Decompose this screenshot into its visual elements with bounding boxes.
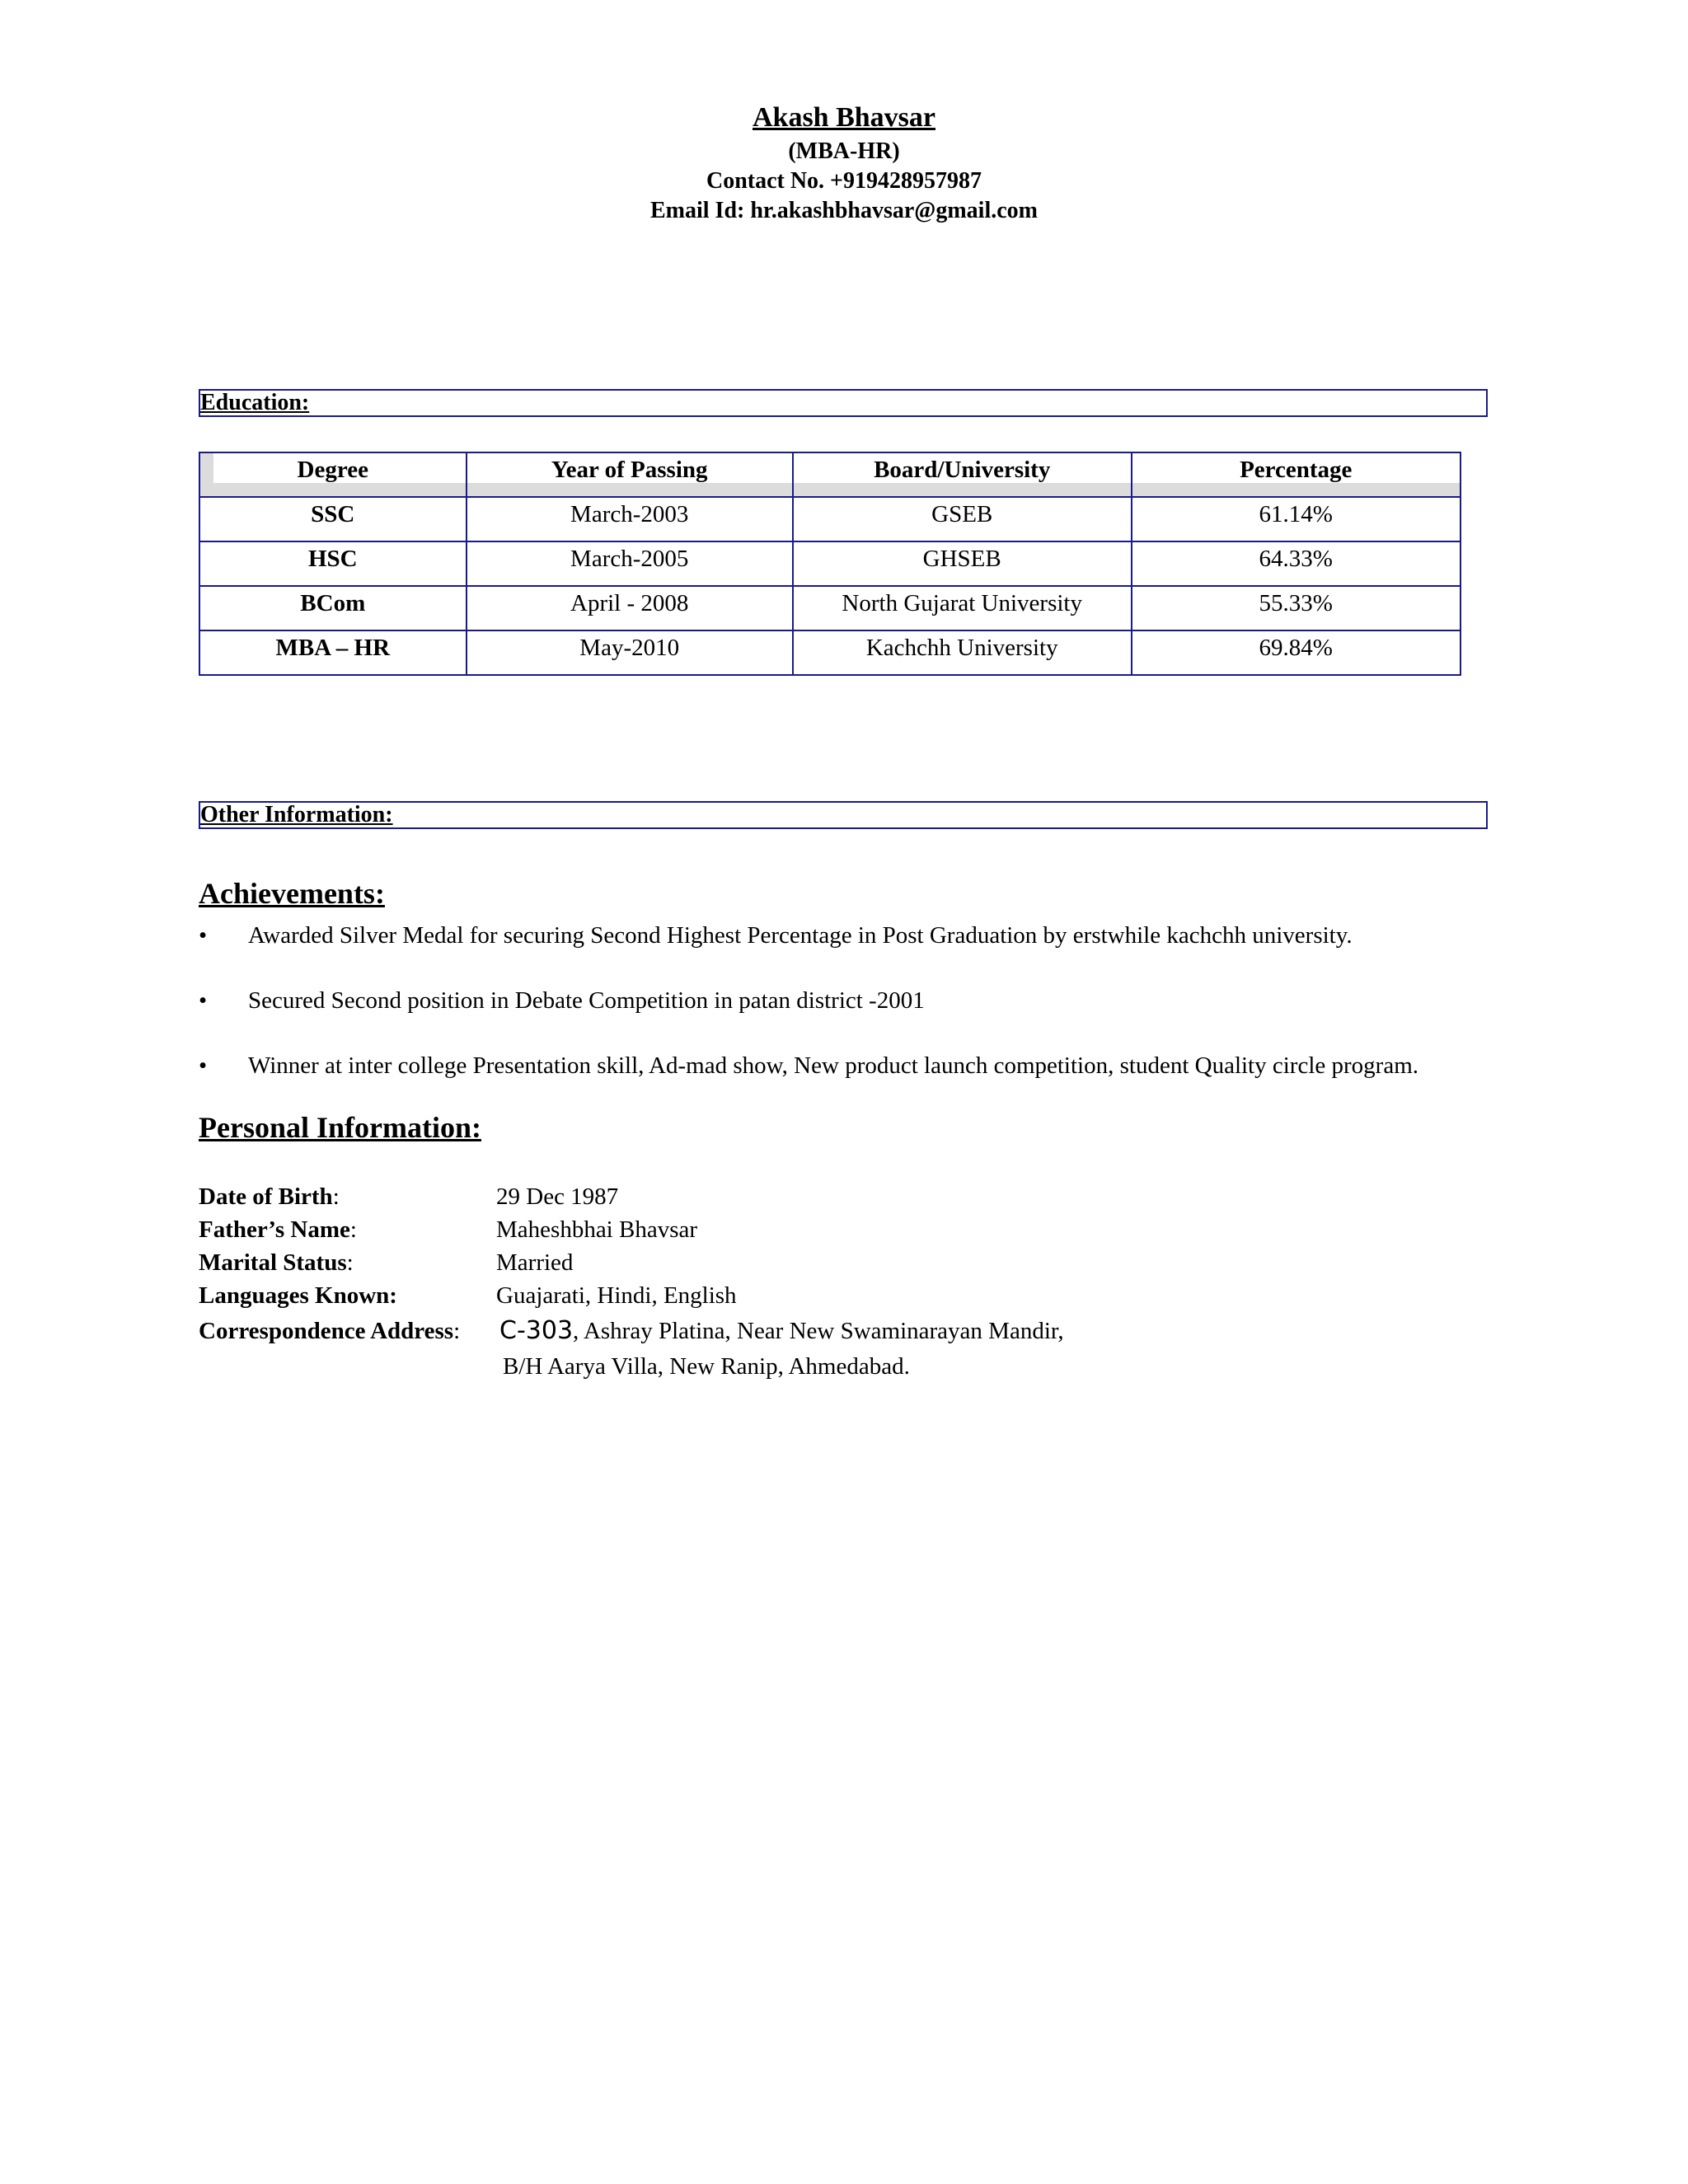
- dob-label: Date of Birth: [199, 1183, 333, 1210]
- education-table: [199, 452, 1461, 676]
- bullet-icon: •: [199, 1052, 208, 1079]
- column-header-degree: Degree: [199, 452, 467, 497]
- dob-value: 29 Dec 1987: [496, 1183, 619, 1210]
- languages-value: Guajarati, Hindi, English: [496, 1282, 737, 1309]
- languages-label: Languages Known:: [199, 1282, 397, 1309]
- personal-information-heading: Personal Information:: [199, 1111, 481, 1144]
- address-line1: [499, 1312, 1064, 1350]
- degree-cell: MBA – HR: [199, 630, 467, 675]
- year-cell: April - 2008: [467, 586, 793, 630]
- marital-value: Married: [496, 1249, 574, 1276]
- achievement-text: Winner at inter college Presentation skill, Ad-mad show, New product launch competition, student Quality circle program.: [248, 1052, 1418, 1079]
- bullet-icon: •: [199, 922, 208, 949]
- father-label: Father’s Name: [199, 1216, 350, 1243]
- father-value: Maheshbhai Bhavsar: [496, 1216, 698, 1243]
- email-id: Email Id: hr.akashbhavsar@gmail.com: [650, 198, 1038, 223]
- column-header-percentage: Percentage: [1132, 452, 1461, 497]
- address-code: C-303: [499, 1316, 574, 1345]
- board-cell: GSEB: [793, 497, 1132, 541]
- list-item: [199, 980, 1517, 1045]
- table-row: [199, 630, 1461, 675]
- table-row: [199, 586, 1461, 630]
- marital-label: Marital Status: [199, 1249, 347, 1276]
- list-item: [199, 1045, 1517, 1110]
- education-heading: Education:: [199, 389, 1488, 417]
- table-row: [199, 541, 1461, 586]
- other-information-heading: Other Information:: [199, 801, 1488, 829]
- year-cell: May-2010: [467, 630, 793, 675]
- degree-cell: HSC: [199, 541, 467, 586]
- candidate-name: Akash Bhavsar: [752, 102, 935, 133]
- year-cell: March-2003: [467, 497, 793, 541]
- degree-cell: BCom: [199, 586, 467, 630]
- achievement-text: Secured Second position in Debate Competition in patan district -2001: [248, 987, 925, 1014]
- year-cell: March-2005: [467, 541, 793, 586]
- table-header-row: [199, 452, 1461, 497]
- achievements-list: [199, 915, 1517, 1110]
- percentage-cell: 55.33%: [1132, 586, 1461, 630]
- address-line2: B/H Aarya Villa, New Ranip, Ahmedabad.: [503, 1353, 910, 1380]
- bullet-icon: •: [199, 987, 208, 1014]
- list-item: [199, 915, 1517, 980]
- board-cell: North Gujarat University: [793, 586, 1132, 630]
- qualification: (MBA-HR): [788, 138, 900, 164]
- table-row: [199, 497, 1461, 541]
- column-header-board: Board/University: [793, 452, 1132, 497]
- address-line1-text: , Ashray Platina, Near New Swaminarayan Mandir,: [573, 1318, 1064, 1344]
- percentage-cell: 69.84%: [1132, 630, 1461, 675]
- resume-page: Akash Bhavsar (MBA-HR) Contact No. +919428957987 Email Id: hr.akashbhavsar@gmail.com Education: Degree Year of Passing Board/University Percentage SSC March-2003 GSEB 61.14% HSC March-2005 GHSEB 64.33% BCom April - 2008 North Gujarat University 55.33% MBA – HR May-2010 Kachchh University 69.84% Other Information: Achievements: • Awarded Silver Medal for securing Second Highest Percentage in Post Graduation by erstwhile kachchh university. • Secured Second position in Debate Competition in patan district -2001 • Winner at inter college Presentation skill, Ad-mad show, New product launch competition, student Quality circle program. Personal Information: Date of Birth: 29 Dec 1987 Father’s Name: Maheshbhai Bhavsar Marital Status: Married Languages Known: Guajarati, Hindi, English Correspondence Address: C-303, Ashray Platina, Near New Swaminarayan Mandir, B/H Aarya Villa, New Ranip, Ahmedabad.: [0, 0, 1688, 2184]
- percentage-cell: 61.14%: [1132, 497, 1461, 541]
- address-label: Correspondence Address: [199, 1318, 454, 1344]
- achievement-text: Awarded Silver Medal for securing Second Highest Percentage in Post Graduation by erstwhile kachchh university.: [248, 922, 1353, 949]
- percentage-cell: 64.33%: [1132, 541, 1461, 586]
- degree-cell: SSC: [199, 497, 467, 541]
- board-cell: Kachchh University: [793, 630, 1132, 675]
- board-cell: GHSEB: [793, 541, 1132, 586]
- resume-header: [0, 99, 1688, 226]
- contact-number: Contact No. +919428957987: [706, 168, 982, 194]
- column-header-year: Year of Passing: [467, 452, 793, 497]
- achievements-heading: Achievements:: [199, 877, 385, 910]
